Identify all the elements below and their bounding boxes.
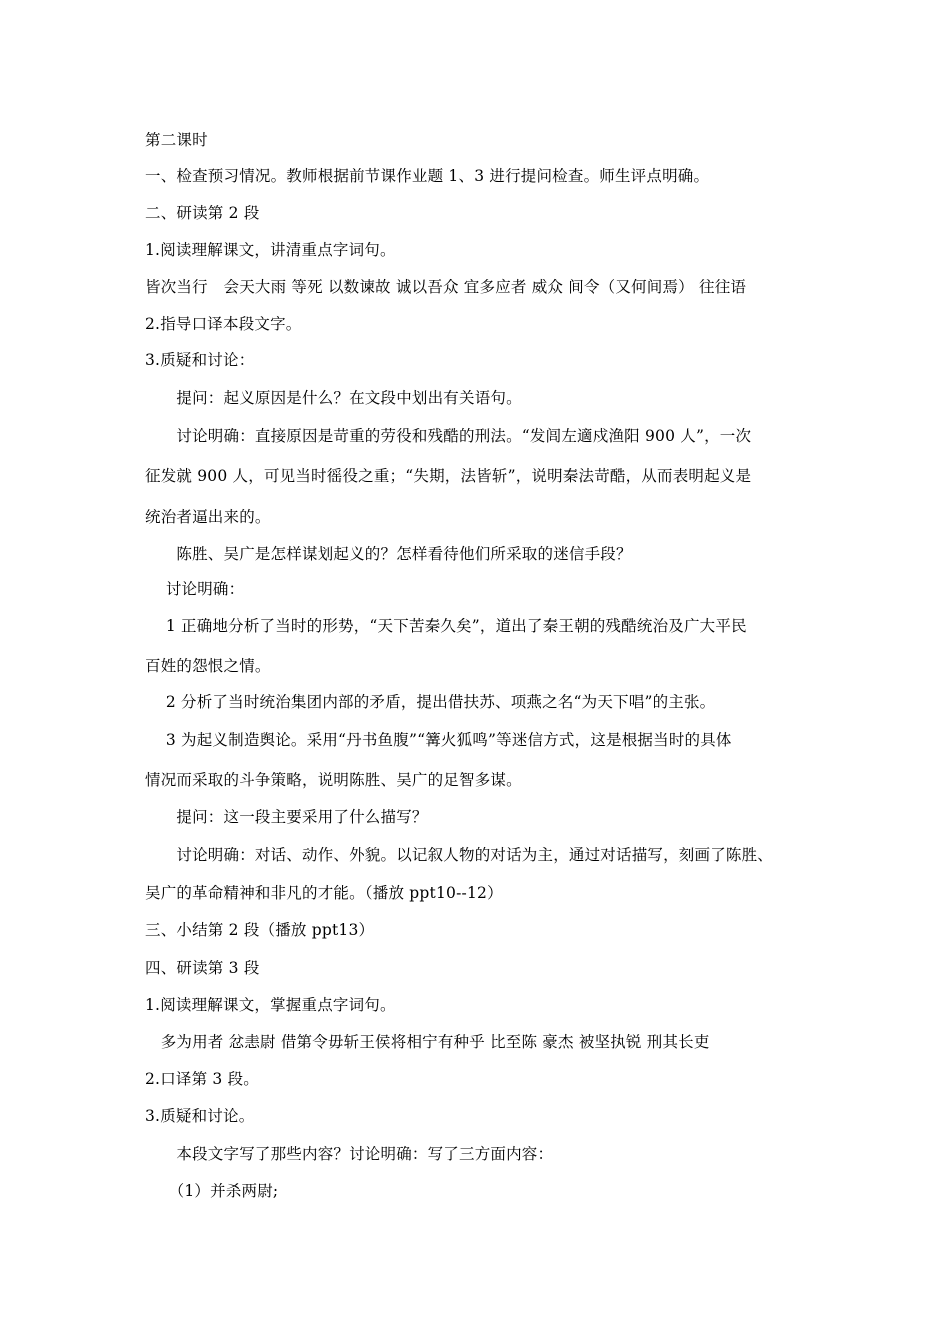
paragraph-line: 统治者逼出来的。 xyxy=(145,508,271,526)
paragraph-line: 征发就 900 人，可见当时徭役之重；“失期，法皆斩”，说明秦法苛酷，从而表明起义是 xyxy=(145,467,752,485)
paragraph-line: 1 正确地分析了当时的形势，“天下苦秦久矣”，道出了秦王朝的残酷统治及广大平民 xyxy=(145,617,747,635)
paragraph-line: 1.阅读理解课文，掌握重点字词句。 xyxy=(145,996,396,1014)
paragraph-line: （1）并杀两尉; xyxy=(145,1182,279,1200)
paragraph-line: 吴广的革命精神和非凡的才能。（播放 ppt10--12） xyxy=(145,884,503,902)
section-one: 一、检查预习情况。教师根据前节课作业题 1、3 进行提问检查。师生评点明确。 xyxy=(145,167,710,185)
paragraph-line: 讨论明确：直接原因是苛重的劳役和残酷的刑法。“发闾左適戍渔阳 900 人”，一次 xyxy=(145,427,752,445)
paragraph-line: 情况而采取的斗争策略，说明陈胜、吴广的足智多谋。 xyxy=(145,771,522,789)
paragraph-line: 3.质疑和讨论。 xyxy=(145,1107,255,1125)
paragraph-line: 讨论明确： xyxy=(145,580,245,598)
paragraph-line: 2.口译第 3 段。 xyxy=(145,1070,260,1088)
section-four-heading: 四、研读第 3 段 xyxy=(145,959,260,977)
paragraph-line: 3.质疑和讨论： xyxy=(145,351,255,369)
paragraph-line: 陈胜、吴广是怎样谋划起义的？怎样看待他们所采取的迷信手段？ xyxy=(145,545,632,563)
lesson-heading: 第二课时 xyxy=(145,131,208,149)
paragraph-line: 讨论明确：对话、动作、外貌。以记叙人物的对话为主，通过对话描写，刻画了陈胜、 xyxy=(145,846,774,864)
paragraph-line: 百姓的怨恨之情。 xyxy=(145,657,271,675)
paragraph-line: 本段文字写了那些内容？讨论明确：写了三方面内容： xyxy=(145,1145,554,1163)
paragraph-line: 2 分析了当时统治集团内部的矛盾，提出借扶苏、项燕之名“为天下唱”的主张。 xyxy=(145,693,716,711)
paragraph-line: 1.阅读理解课文，讲清重点字词句。 xyxy=(145,241,396,259)
paragraph-line: 提问：起义原因是什么？在文段中划出有关语句。 xyxy=(145,389,522,407)
paragraph-line: 3 为起义制造舆论。采用“丹书鱼腹”“篝火狐鸣”等迷信方式，这是根据当时的具体 xyxy=(145,731,732,749)
key-words-line: 多为用者 忿恚尉 借第令毋斩王侯将相宁有种乎 比至陈 豪杰 被坚执锐 刑其长吏 xyxy=(145,1033,710,1051)
key-words-line: 皆次当行 会天大雨 等死 以数谏故 诚以吾众 宜多应者 威众 间令（又何间焉） 往往语 xyxy=(145,278,747,296)
paragraph-line: 提问：这一段主要采用了什么描写？ xyxy=(145,808,428,826)
section-two-heading: 二、研读第 2 段 xyxy=(145,204,260,222)
section-three-heading: 三、小结第 2 段（播放 ppt13） xyxy=(145,921,375,939)
paragraph-line: 2.指导口译本段文字。 xyxy=(145,315,302,333)
